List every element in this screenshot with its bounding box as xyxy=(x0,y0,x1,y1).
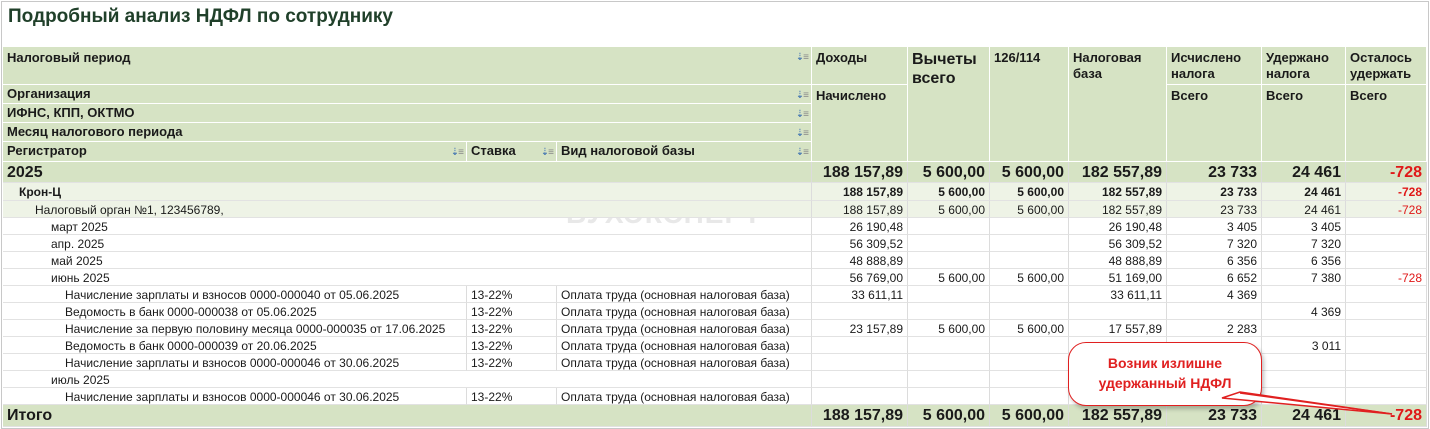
table-row-label-text: июнь 2025 xyxy=(51,271,110,285)
table-row-label-text: 2025 xyxy=(7,164,43,181)
table-row-label-text: Крон-Ц xyxy=(19,185,61,199)
sort-icon[interactable]: ⇣≡ xyxy=(795,52,808,63)
table-row-income-text: 23 157,89 xyxy=(849,322,903,336)
header-rate-text: Ставка xyxy=(471,143,516,158)
table-row-label-text: Начисление за первую половину месяца 0000-000035 от 17.06.2025 xyxy=(65,322,446,336)
table-row-code-text: 5 600,00 xyxy=(1017,203,1064,217)
table-row-ded-text: 5 600,00 xyxy=(938,203,985,217)
total-row-code-text: 5 600,00 xyxy=(1001,407,1064,424)
table-row-rate-text: 13-22% xyxy=(471,390,513,404)
sort-icon[interactable]: ⇣≡ xyxy=(795,147,808,158)
total-row-income-text: 188 157,89 xyxy=(822,407,903,424)
sort-icon[interactable]: ⇣≡ xyxy=(795,90,808,101)
header-base-kind-text: Вид налоговой базы xyxy=(561,143,695,158)
table-row-kind-text: Оплата труда (основная налоговая база) xyxy=(561,339,790,353)
table-row-rem-text: -728 xyxy=(1397,271,1422,285)
table-row-calc-text: 6 356 xyxy=(1226,254,1257,268)
table-row-income-text: 56 769,00 xyxy=(849,271,903,285)
table-row-rem-text: -728 xyxy=(1397,185,1422,199)
table-row-code-text: 5 600,00 xyxy=(1017,322,1064,336)
table-row-code-text: 5 600,00 xyxy=(1017,271,1064,285)
sort-icon[interactable]: ⇣≡ xyxy=(795,109,808,120)
table-row-income-text: 188 157,89 xyxy=(822,164,903,181)
sort-icon[interactable]: ⇣≡ xyxy=(450,147,463,158)
table-row-kind-text: Оплата труда (основная налоговая база) xyxy=(561,288,790,302)
table-row-calc-text: 23 733 xyxy=(1208,164,1257,181)
table-row-label-text: Начисление зарплаты и взносов 0000-000046 от 30.06.2025 xyxy=(65,356,400,370)
header-withheld-sub-text: Всего xyxy=(1266,88,1304,103)
table-row-base-text: 182 557,89 xyxy=(1101,185,1162,199)
header-month-text: Месяц налогового периода xyxy=(7,124,183,139)
table-row-ded-text: 5 600,00 xyxy=(922,164,985,181)
table-row-rate-text: 13-22% xyxy=(471,356,513,370)
table-row-calc-text: 6 652 xyxy=(1226,271,1257,285)
header-ifns-text: ИФНС, КПП, ОКТМО xyxy=(7,105,135,120)
header-income-text: Доходы xyxy=(816,50,868,65)
table-row-income-text: 188 157,89 xyxy=(842,185,903,199)
table-row-held-text: 24 461 xyxy=(1292,164,1341,181)
table-row-ded-text: 5 600,00 xyxy=(938,322,985,336)
table-row-income-text: 48 888,89 xyxy=(849,254,903,268)
header-remaining-text: Осталось удержать xyxy=(1350,50,1413,81)
table-row-label-text: июль 2025 xyxy=(51,373,110,387)
table-row-label-text: март 2025 xyxy=(51,220,108,234)
table-row-base-text: 182 557,89 xyxy=(1081,164,1162,181)
table-row-rem-text: -728 xyxy=(1389,164,1422,181)
table-row-base-text: 182 557,89 xyxy=(1101,203,1162,217)
callout-note: Возник излишне удержанный НДФЛ xyxy=(1068,342,1262,406)
table-row-base-text: 17 557,89 xyxy=(1108,322,1162,336)
table-row-income-text: 56 309,52 xyxy=(849,237,903,251)
table-row-label-text: Начисление зарплаты и взносов 0000-000040 от 05.06.2025 xyxy=(65,288,400,302)
table-row-held-text: 7 380 xyxy=(1310,271,1341,285)
total-row-label-text: Итого xyxy=(7,407,53,424)
table-row-base-text: 26 190,48 xyxy=(1108,220,1162,234)
header-calc-text: Исчислено налога xyxy=(1171,50,1242,81)
table-row-label-text: Начисление зарплаты и взносов 0000-000046 от 30.06.2025 xyxy=(65,390,400,404)
table-row-calc-text: 7 320 xyxy=(1226,237,1257,251)
sort-icon[interactable]: ⇣≡ xyxy=(540,147,553,158)
table-row-calc-text: 23 733 xyxy=(1220,185,1257,199)
total-row-ded-text: 5 600,00 xyxy=(922,407,985,424)
table-row-ded-text: 5 600,00 xyxy=(938,271,985,285)
sort-icon[interactable]: ⇣≡ xyxy=(795,128,808,139)
header-calc-sub-text: Всего xyxy=(1171,88,1209,103)
table-row-rem-text: -728 xyxy=(1397,203,1422,217)
table-row-ded-text: 5 600,00 xyxy=(938,185,985,199)
table-row-calc-text: 2 283 xyxy=(1226,322,1257,336)
table-row-income-text: 26 190,48 xyxy=(849,220,903,234)
table-row-code-text: 5 600,00 xyxy=(1017,185,1064,199)
table-row-rate-text: 13-22% xyxy=(471,339,513,353)
table-row-label-text: Ведомость в банк 0000-000039 от 20.06.2025 xyxy=(65,339,317,353)
total-row-held-text: 24 461 xyxy=(1292,407,1341,424)
table-row-calc-text: 4 369 xyxy=(1226,288,1257,302)
header-organization-text: Организация xyxy=(7,86,91,101)
table-row-calc-text: 3 405 xyxy=(1226,220,1257,234)
table-row-held-text: 7 320 xyxy=(1310,237,1341,251)
table-row-label-text: май 2025 xyxy=(51,254,103,268)
header-withheld-text: Удержано налога xyxy=(1266,50,1329,81)
table-row-kind-text: Оплата труда (основная налоговая база) xyxy=(561,305,790,319)
table-row-held-text: 24 461 xyxy=(1304,203,1341,217)
total-row-rem-text: -728 xyxy=(1389,407,1422,424)
table-row-base-text: 51 169,00 xyxy=(1108,271,1162,285)
total-row-base-text: 182 557,89 xyxy=(1081,407,1162,424)
header-period-text: Налоговый период xyxy=(7,50,131,65)
table-row-rate-text: 13-22% xyxy=(471,288,513,302)
table-row-held-text: 6 356 xyxy=(1310,254,1341,268)
table-row-kind-text: Оплата труда (основная налоговая база) xyxy=(561,322,790,336)
table-row-label-text: Налоговый орган №1, 123456789, xyxy=(35,203,224,217)
table-row-label-text: апр. 2025 xyxy=(51,237,105,251)
table-row-held-text: 3 011 xyxy=(1311,339,1341,353)
table-row-rate-text: 13-22% xyxy=(471,322,513,336)
table-row-held-text: 3 405 xyxy=(1310,220,1341,234)
table-row-base-text: 56 309,52 xyxy=(1108,237,1162,251)
header-deductions-text: Вычеты всего xyxy=(912,51,977,87)
table-row-income-text: 33 611,11 xyxy=(851,288,903,302)
header-remaining-sub-text: Всего xyxy=(1350,88,1388,103)
header-tax-base-text: Налоговая база xyxy=(1073,50,1142,81)
report-title: Подробный анализ НДФЛ по сотруднику xyxy=(8,6,393,27)
table-row-kind-text: Оплата труда (основная налоговая база) xyxy=(561,390,790,404)
total-row-calc-text: 23 733 xyxy=(1208,407,1257,424)
table-row-base-text: 48 888,89 xyxy=(1108,254,1162,268)
table-row-calc-text: 23 733 xyxy=(1220,203,1257,217)
table-row-code-text: 5 600,00 xyxy=(1001,164,1064,181)
table-row-held-text: 24 461 xyxy=(1304,185,1341,199)
header-registrar-text: Регистратор xyxy=(7,143,87,158)
table-row-income-text: 188 157,89 xyxy=(842,203,903,217)
table-row-held-text: 4 369 xyxy=(1310,305,1341,319)
table-row-rate-text: 13-22% xyxy=(471,305,513,319)
table-row-base-text: 33 611,11 xyxy=(1110,288,1162,302)
table-row-label-text: Ведомость в банк 0000-000038 от 05.06.2025 xyxy=(65,305,317,319)
header-income-sub-text: Начислено xyxy=(816,88,887,103)
table-row-kind-text: Оплата труда (основная налоговая база) xyxy=(561,356,790,370)
header-code-text: 126/114 xyxy=(994,50,1041,65)
